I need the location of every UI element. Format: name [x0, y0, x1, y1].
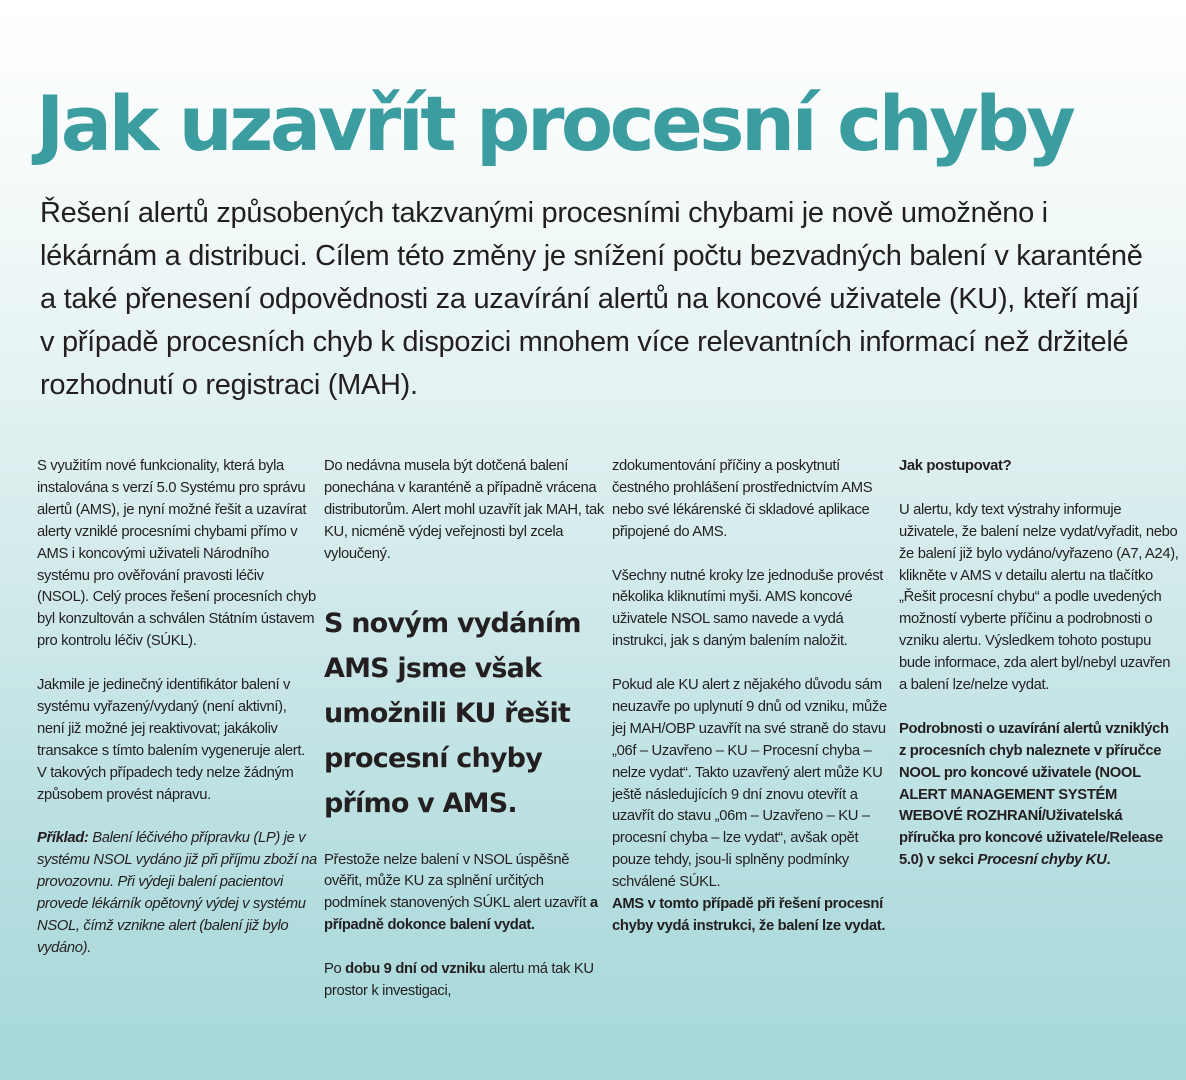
column-1 [37, 456, 317, 960]
col4-heading [899, 456, 1179, 478]
col1-paragraph-2: Jakmile je jedinečný identifikátor balení v systému vyřazený/vydaný (není aktivní), není již možné jej reaktivovat; jakákoliv transakce s tímto balením vygeneruje alert. V takových případech tedy nelze žádným způsobem provést nápravu. [37, 677, 305, 803]
col4-heading-text: Jak postupovat? [899, 458, 1012, 474]
col2-paragraph-1: Do nedávna musela být dotčená balení ponechána v karanténě a případně vrácena distributorům. Alert mohl uzavřít jak MAH, tak KU, nicméně výdej veřejnosti byl zcela vyloučený. [324, 458, 604, 562]
col2-p3-a: Po [324, 961, 346, 978]
pull-quote: S novým vydáním AMS jsme však umožnili KU řešit procesní chyby přímo v AMS. [324, 607, 581, 819]
col4-paragraph-1: U alertu, kdy text výstrahy informuje uživatele, že balení nelze vydat/vyřadit, nebo že balení již bylo vydáno/vyřazeno (A7, A24), klikněte v AMS v detailu alertu na tlačítko „Řešit procesní chybu“ a podle uvedených možností vyberte příčinu a podrobnosti o vzniku alertu. Výsledkem tohoto postupu bude informace, zda alert byl/nebyl uzavřen a balení lze/nelze vydat. [899, 501, 1179, 694]
col3-p3-bold: AMS v tomto případě při řešení procesní chyby vydá instrukci, že balení lze vydat. [612, 896, 886, 934]
col2-paragraph-2 [324, 850, 604, 938]
col4-p2-italic: Procesní chyby KU [977, 852, 1107, 869]
col3-paragraph-2: Všechny nutné kroky lze jednoduše provést několika kliknutími myši. AMS koncové uživatele NSOL samo navede a vydá instrukci, jak s daným balením naložit. [612, 567, 884, 650]
col2-p2-text: Přestože nelze balení v NSOL úspěšně ověřit, může KU za splnění určitých podmínek stanovených SÚKL alert uzavřít [324, 851, 590, 912]
col3-paragraph-3 [612, 675, 892, 938]
col3-p3-text: Pokud ale KU alert z nějakého důvodu sám neuzavře po uplynutí 9 dnů od vzniku, může jej MAH/OBP uzavřít na své straně do stavu „06f – Uzavřeno – KU – Procesní chyba – nelze vydat“. Takto uzavřený alert může KU ještě následujících 9 dní znovu otevřít a uzavřít do stavu „06m – Uzavřeno – KU – procesní chyba – lze vydat“, avšak opět pouze tehdy, jsou-li splněny podmínky schválené SÚKL. [612, 677, 887, 891]
col2-p2-bold: a případně dokonce balení vydat. [324, 895, 598, 934]
example-label: Příklad: [37, 830, 89, 847]
example-text: Balení léčivého přípravku (LP) je v systému NSOL vydáno již při příjmu zboží na provozovnu. Při výdeji balení pacientovi provede lékárník opětovný výdej v systému NSOL, čímž vznikne alert (balení již bylo vydáno). [37, 830, 317, 956]
column-3 [612, 456, 892, 938]
col2-p3-bold: dobu 9 dní od vzniku [345, 961, 486, 978]
col4-p2-bold [899, 721, 1169, 868]
column-4 [899, 456, 1179, 872]
col1-paragraph-1: S využitím nové funkcionality, která byla instalována s verzí 5.0 Systému pro správu alertů (AMS), je nyní možné řešit a uzavírat alerty vzniklé procesními chybami přímo v AMS i koncovými uživateli Národního systému pro ověřování pravosti léčiv (NSOL). Celý proces řešení procesních chyb byl konzultován a schválen Státním ústavem pro kontrolu léčiv (SÚKL). [37, 458, 316, 650]
lead-paragraph: Řešení alertů způsobených takzvanými procesními chybami je nově umožněno i lékárnám a distribuci. Cílem této změny je snížení počtu bezvadných balení v karanténě a také přenesení odpovědnosti za uzavírání alertů na koncové uživatele (KU), kteří mají v případě procesních chyb k dispozici mnohem více relevantních informací než držitelé rozhodnutí o registraci (MAH). [40, 197, 1143, 401]
col4-p2-end: . [1106, 852, 1111, 869]
col4-p2-text: Podrobnosti o uzavírání alertů vzniklých z procesních chyb naleznete v příručce NOOL pro koncové uživatele (NOOL ALERT MANAGEMENT SYSTÉM WEBOVÉ ROZHRANÍ/Uživatelská příručka pro koncové uživatele/Release 5.0) v sekci [899, 720, 1169, 869]
page-title: Jak uzavřít procesní chyby [36, 79, 1073, 168]
col3-paragraph-1: zdokumentování příčiny a poskytnutí čestného prohlášení prostřednictvím AMS nebo své lékárenské či skladové aplikace připojené do AMS. [612, 458, 873, 540]
col2-paragraph-3 [324, 959, 604, 1003]
col4-paragraph-2 [899, 719, 1179, 872]
col2-p3-b: alertu má tak KU prostor k investigaci, [324, 961, 594, 999]
column-2 [324, 456, 604, 1003]
col1-example [37, 828, 317, 959]
